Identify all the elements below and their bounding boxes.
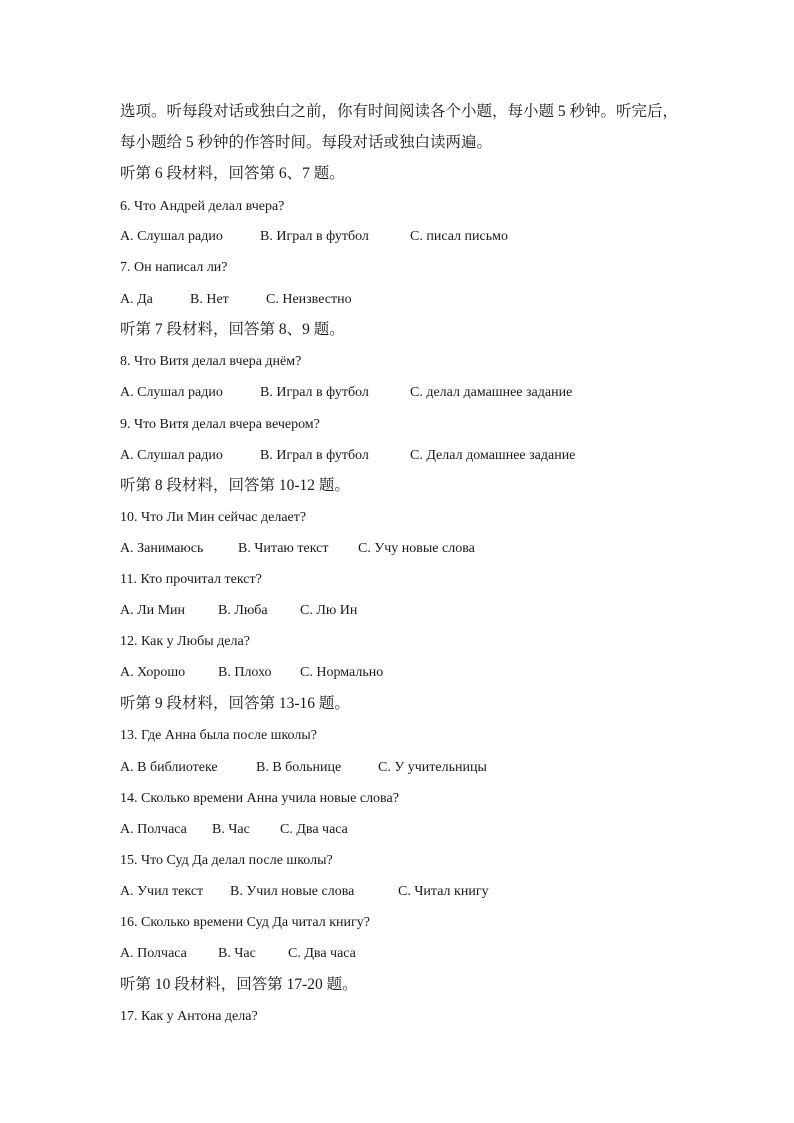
question-14: 14. Сколько времени Анна учила новые слова? <box>120 791 399 806</box>
option-b: B. В больнице <box>256 760 342 775</box>
options-6 <box>120 228 508 246</box>
options-9 <box>120 447 575 465</box>
question-17: 17. Как у Антона дела? <box>120 1009 258 1024</box>
section-heading: 听第 7 段材料，回答第 8、9 题。 <box>120 321 345 338</box>
options-11 <box>120 602 357 620</box>
question-8: 8. Что Витя делал вчера днём? <box>120 354 302 369</box>
options-15 <box>120 883 489 901</box>
question-10: 10. Что Ли Мин сейчас делает? <box>120 510 307 525</box>
option-c: C. Неизвестно <box>266 292 352 307</box>
option-a: A. Хорошо <box>120 665 186 680</box>
options-10 <box>120 540 475 558</box>
option-a: A. В библиотеке <box>120 760 218 775</box>
option-a: A. Учил текст <box>120 884 204 899</box>
options-14 <box>120 821 348 839</box>
option-c: C. У учительницы <box>378 760 487 775</box>
option-c: C. Учу новые слова <box>358 541 475 556</box>
options-8 <box>120 384 572 402</box>
option-c: C. Два часа <box>288 946 356 961</box>
option-c: C. Лю Ин <box>300 603 358 618</box>
question-12: 12. Как у Любы дела? <box>120 634 250 649</box>
question-6: 6. Что Андрей делал вчера? <box>120 199 285 214</box>
option-c: C. Читал книгу <box>398 884 489 899</box>
question-7: 7. Он написал ли? <box>120 260 228 275</box>
option-a: A. Слушал радио <box>120 229 223 244</box>
option-a: A. Да <box>120 292 153 307</box>
option-b: B. Час <box>212 822 250 837</box>
question-16: 16. Сколько времени Суд Да читал книгу? <box>120 915 370 930</box>
option-c: C. Два часа <box>280 822 348 837</box>
option-c: C. писал письмо <box>410 229 508 244</box>
question-9: 9. Что Витя делал вчера вечером? <box>120 417 320 432</box>
option-a: A. Полчаса <box>120 822 187 837</box>
options-12 <box>120 664 383 682</box>
options-13 <box>120 759 487 777</box>
option-b: B. Играл в футбол <box>260 385 369 400</box>
option-b: B. Нет <box>190 292 229 307</box>
question-11: 11. Кто прочитал текст? <box>120 572 262 587</box>
option-a: A. Слушал радио <box>120 385 223 400</box>
option-b: B. Плохо <box>218 665 272 680</box>
option-b: B. Час <box>218 946 256 961</box>
section-heading: 听第 8 段材料，回答第 10-12 题。 <box>120 477 350 494</box>
option-b: B. Люба <box>218 603 268 618</box>
option-b: B. Читаю текст <box>238 541 329 556</box>
section-heading: 听第 6 段材料，回答第 6、7 题。 <box>120 165 345 182</box>
option-b: B. Учил новые слова <box>230 884 355 899</box>
instruction-line-2: 每小题给 5 秒钟的作答时间。每段对话或独白读两遍。 <box>120 134 493 151</box>
options-7 <box>120 291 352 309</box>
option-b: B. Играл в футбол <box>260 448 369 463</box>
option-b: B. Играл в футбол <box>260 229 369 244</box>
option-a: A. Полчаса <box>120 946 187 961</box>
option-c: C. Делал домашнее задание <box>410 448 576 463</box>
question-13: 13. Где Анна была после школы? <box>120 728 317 743</box>
option-c: C. Нормально <box>300 665 384 680</box>
option-a: A. Занимаюсь <box>120 541 204 556</box>
instruction-line-1: 选项。听每段对话或独白之前，你有时间阅读各个小题，每小题 5 秒钟。听完后， <box>120 103 679 120</box>
question-15: 15. Что Суд Да делал после школы? <box>120 853 333 868</box>
section-heading: 听第 10 段材料，回答第 17-20 题。 <box>120 976 358 993</box>
options-16 <box>120 945 356 963</box>
section-heading: 听第 9 段材料，回答第 13-16 题。 <box>120 695 350 712</box>
option-c: C. делал дамашнее задание <box>410 385 573 400</box>
option-a: A. Слушал радио <box>120 448 223 463</box>
option-a: A. Ли Мин <box>120 603 186 618</box>
